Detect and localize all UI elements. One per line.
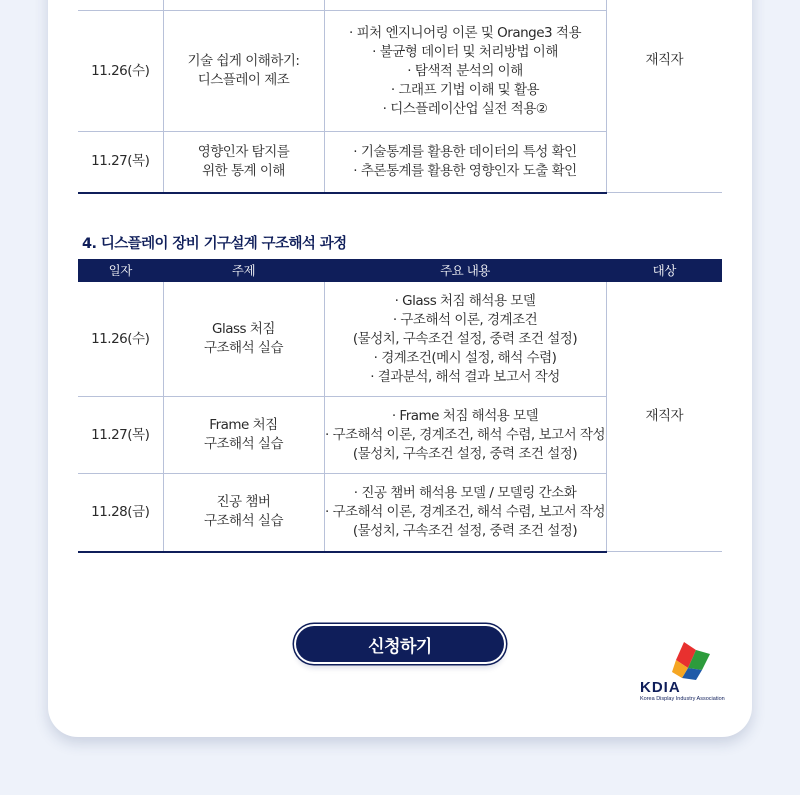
header-date: 일자 bbox=[78, 260, 163, 282]
content-cell: · 피처 엔지니어링 이론 및 Orange3 적용 · 불균형 데이터 및 처리방법 이해 · 탐색적 분석의 이해 · 그래프 기법 이해 및 활용 · 디스플레이산업 실전 적용② bbox=[324, 11, 606, 132]
table-row bbox=[78, 0, 722, 11]
date-cell: 11.26(수) bbox=[78, 282, 163, 397]
content-cell: · Glass 처짐 해석용 모델 · 구조해석 이론, 경계조건 (물성치, 구속조건 설정, 중력 조건 설정) · 경계조건(메시 설정, 해석 수렴) · 결과분석, 해석 결과 보고서 작성 bbox=[324, 282, 606, 397]
target-cell: 재직자 bbox=[606, 0, 722, 193]
date-cell: 11.26(수) bbox=[78, 11, 163, 132]
subject-cell: Glass 처짐 구조해석 실습 bbox=[163, 282, 324, 397]
schedule-table-3 bbox=[78, 0, 722, 194]
logo-subtitle: Korea Display Industry Association bbox=[640, 696, 725, 702]
date-cell: 11.28(금) bbox=[78, 474, 163, 552]
target-cell: 재직자 bbox=[606, 282, 722, 552]
date-cell: 11.27(목) bbox=[78, 132, 163, 193]
content-cell: · 진공 챔버 해석용 모델 / 모델링 간소화 · 구조해석 이론, 경계조건, 해석 수렴, 보고서 작성 (물성치, 구속조건 설정, 중력 조건 설정) bbox=[324, 474, 606, 552]
table-header-row bbox=[78, 260, 722, 282]
subject-cell: 영향인자 탐지를 위한 통계 이해 bbox=[163, 132, 324, 193]
header-target: 대상 bbox=[606, 260, 722, 282]
date-cell: 11.27(목) bbox=[78, 397, 163, 474]
header-subject: 주제 bbox=[163, 260, 324, 282]
subject-cell: 진공 챔버 구조해석 실습 bbox=[163, 474, 324, 552]
table-row bbox=[78, 282, 722, 397]
subject-cell: Frame 처짐 구조해석 실습 bbox=[163, 397, 324, 474]
content-cell: · Frame 처짐 해석용 모델 · 구조해석 이론, 경계조건, 해석 수렴, 보고서 작성 (물성치, 구속조건 설정, 중력 조건 설정) bbox=[324, 397, 606, 474]
logo-name: KDIA bbox=[640, 679, 681, 696]
subject-cell: 기술 쉽게 이해하기: 디스플레이 제조 bbox=[163, 11, 324, 132]
apply-button[interactable]: 신청하기 bbox=[296, 626, 504, 662]
schedule-table-4 bbox=[78, 259, 722, 553]
content-cell: · 기술통계를 활용한 데이터의 특성 확인 · 추론통계를 활용한 영향인자 도출 확인 bbox=[324, 132, 606, 193]
section-title: 4. 디스플레이 장비 기구설계 구조해석 과정 bbox=[82, 236, 347, 252]
header-content: 주요 내용 bbox=[324, 260, 606, 282]
